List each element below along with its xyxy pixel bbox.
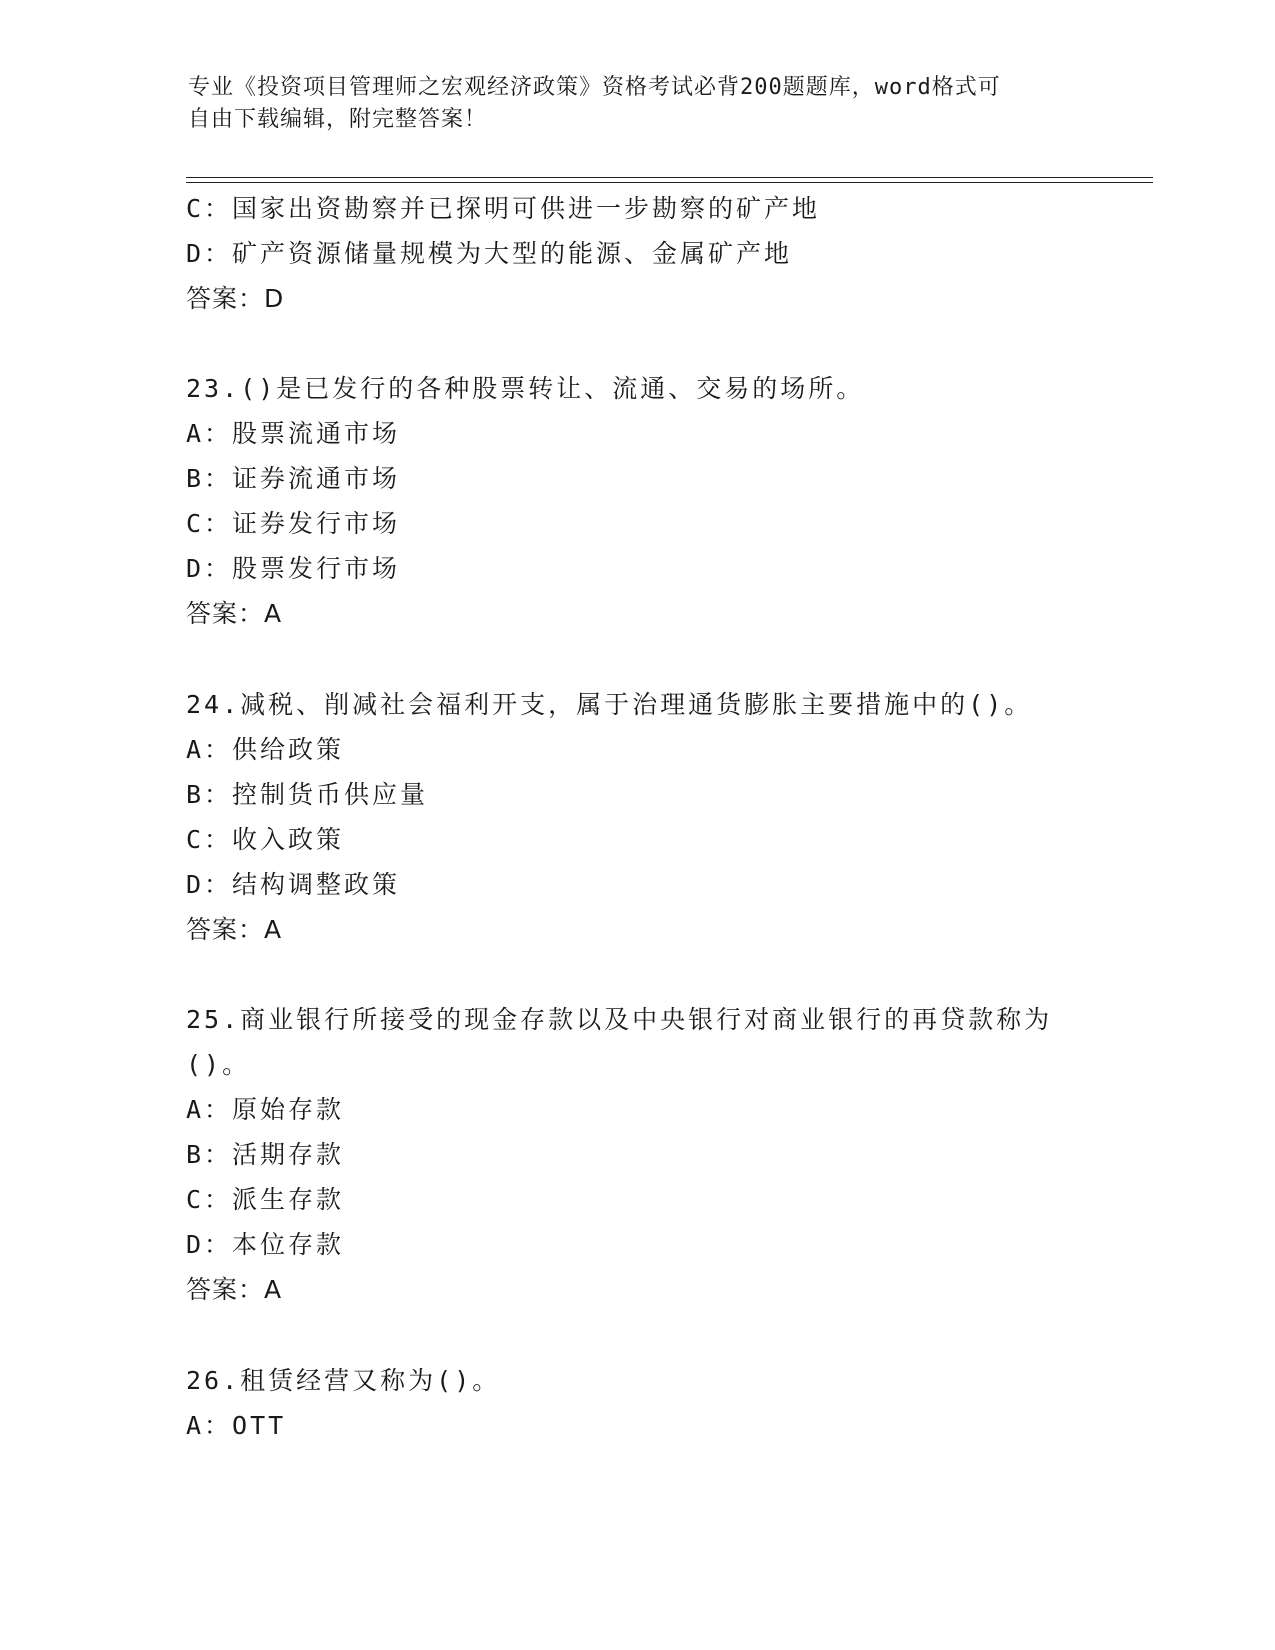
- answer-q24: 答案：A: [186, 915, 283, 944]
- option-b-q25: B：活期存款: [186, 1140, 345, 1169]
- answer-q22: 答案：D: [186, 284, 285, 313]
- option-d-q24: D：结构调整政策: [186, 870, 401, 899]
- option-d-q22: D：矿产资源储量规模为大型的能源、金属矿产地: [186, 239, 793, 268]
- question-25-continued: ()。: [186, 1050, 251, 1079]
- option-d-q25: D：本位存款: [186, 1230, 345, 1259]
- header-divider-top: [186, 177, 1153, 178]
- option-a-q25: A：原始存款: [186, 1095, 345, 1124]
- question-25: 25.商业银行所接受的现金存款以及中央银行对商业银行的再贷款称为: [186, 1005, 1053, 1034]
- option-d-q23: D：股票发行市场: [186, 554, 401, 583]
- question-26: 26.租赁经营又称为()。: [186, 1366, 501, 1395]
- option-c-q24: C：收入政策: [186, 825, 345, 854]
- option-c-q22: C：国家出资勘察并已探明可供进一步勘察的矿产地: [186, 194, 821, 223]
- question-24: 24.减税、削减社会福利开支，属于治理通货膨胀主要措施中的()。: [186, 690, 1033, 719]
- option-b-q24: B：控制货币供应量: [186, 780, 429, 809]
- header-divider-bottom: [186, 182, 1153, 183]
- option-c-q25: C：派生存款: [186, 1185, 345, 1214]
- option-a-q23: A：股票流通市场: [186, 419, 401, 448]
- question-23: 23.()是已发行的各种股票转让、流通、交易的场所。: [186, 374, 865, 403]
- option-a-q26: A：OTT: [186, 1411, 287, 1440]
- header-line-1: 专业《投资项目管理师之宏观经济政策》资格考试必背200题题库，word格式可: [188, 75, 1001, 100]
- option-a-q24: A：供给政策: [186, 735, 345, 764]
- answer-q23: 答案：A: [186, 599, 283, 628]
- document-header: [188, 72, 1088, 136]
- option-c-q23: C：证券发行市场: [186, 509, 401, 538]
- option-b-q23: B：证券流通市场: [186, 464, 401, 493]
- header-line-2: 自由下载编辑，附完整答案！: [188, 107, 488, 132]
- answer-q25: 答案：A: [186, 1275, 283, 1304]
